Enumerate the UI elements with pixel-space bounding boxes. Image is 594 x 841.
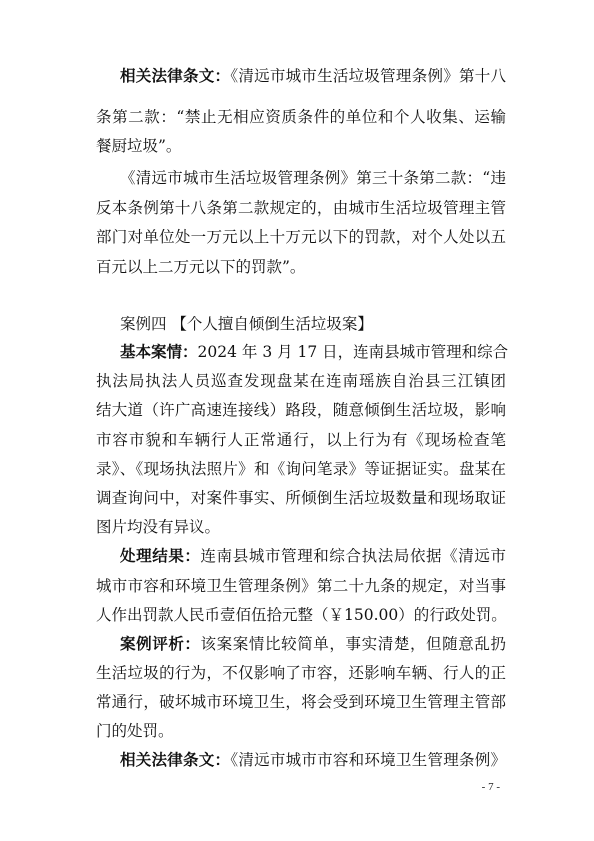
paragraph-line: 基本案情：2024 年 3 月 17 日，连南县城市管理和综合	[120, 343, 509, 361]
paragraph-line: 《清远市城市生活垃圾管理条例》第三十条第二款：“违	[120, 169, 506, 187]
paragraph-line: 执法局执法人员巡查发现盘某在连南瑶族自治县三江镇团	[96, 372, 506, 390]
paragraph-line: 案例评析：该案案情比较简单，事实清楚，但随意乱扔	[120, 635, 506, 653]
paragraph-line: 市容市貌和车辆行人正常通行，以上行为有《现场检查笔	[96, 431, 506, 449]
paragraph-line: 生活垃圾的行为，不仅影响了市容，还影响车辆、行人的正	[96, 664, 506, 682]
paragraph-line: 门的处罚。	[96, 722, 174, 740]
section-label: 相关法律条文：	[120, 67, 231, 85]
paragraph-line: 部门对单位处一万元以上十万元以下的罚款，对个人处以五	[96, 228, 506, 246]
paragraph-line: 餐厨垃圾”。	[96, 137, 182, 155]
paragraph-line: 人作出罚款人民币壹佰伍拾元整（￥150.00）的行政处罚。	[96, 606, 507, 624]
paragraph-line: 处理结果：连南县城市管理和综合执法局依据《清远市	[120, 547, 506, 565]
paragraph-line: 常通行，破坏城市环境卫生，将会受到环境卫生管理主管部	[96, 693, 506, 711]
paragraph-line: 结大道（许广高速连接线）路段，随意倾倒生活垃圾，影响	[96, 401, 506, 419]
section-label: 处理结果：	[120, 547, 201, 565]
paragraph-line: 相关法律条文：《清远市城市生活垃圾管理条例》第十八	[120, 67, 506, 85]
paragraph-line: 反本条例第十八条第二款规定的，由城市生活垃圾管理主管	[96, 199, 506, 217]
section-label: 基本案情：	[120, 343, 198, 361]
section-label: 相关法律条文：	[120, 751, 231, 769]
paragraph-line: 调查询问中，对案件事实、所倾倒生活垃圾数量和现场取证	[96, 489, 506, 507]
paragraph-line: 录》、《现场执法照片》和《询问笔录》等证据证实。盘某在	[96, 460, 506, 478]
paragraph-line: 图片均没有异议。	[96, 518, 221, 536]
page-number: - 7 -	[481, 781, 500, 793]
case-heading: 案例四 【个人擅自倾倒生活垃圾案】	[120, 315, 373, 333]
paragraph-line: 相关法律条文：《清远市城市市容和环境卫生管理条例》	[120, 751, 506, 769]
section-label: 案例评析：	[120, 635, 201, 653]
paragraph-line: 城市市容和环境卫生管理条例》第二十九条的规定，对当事	[96, 577, 506, 595]
paragraph-line: 百元以上二万元以下的罚款”。	[96, 258, 306, 276]
paragraph-line: 条第二款：“禁止无相应资质条件的单位和个人收集、运输	[96, 108, 506, 126]
